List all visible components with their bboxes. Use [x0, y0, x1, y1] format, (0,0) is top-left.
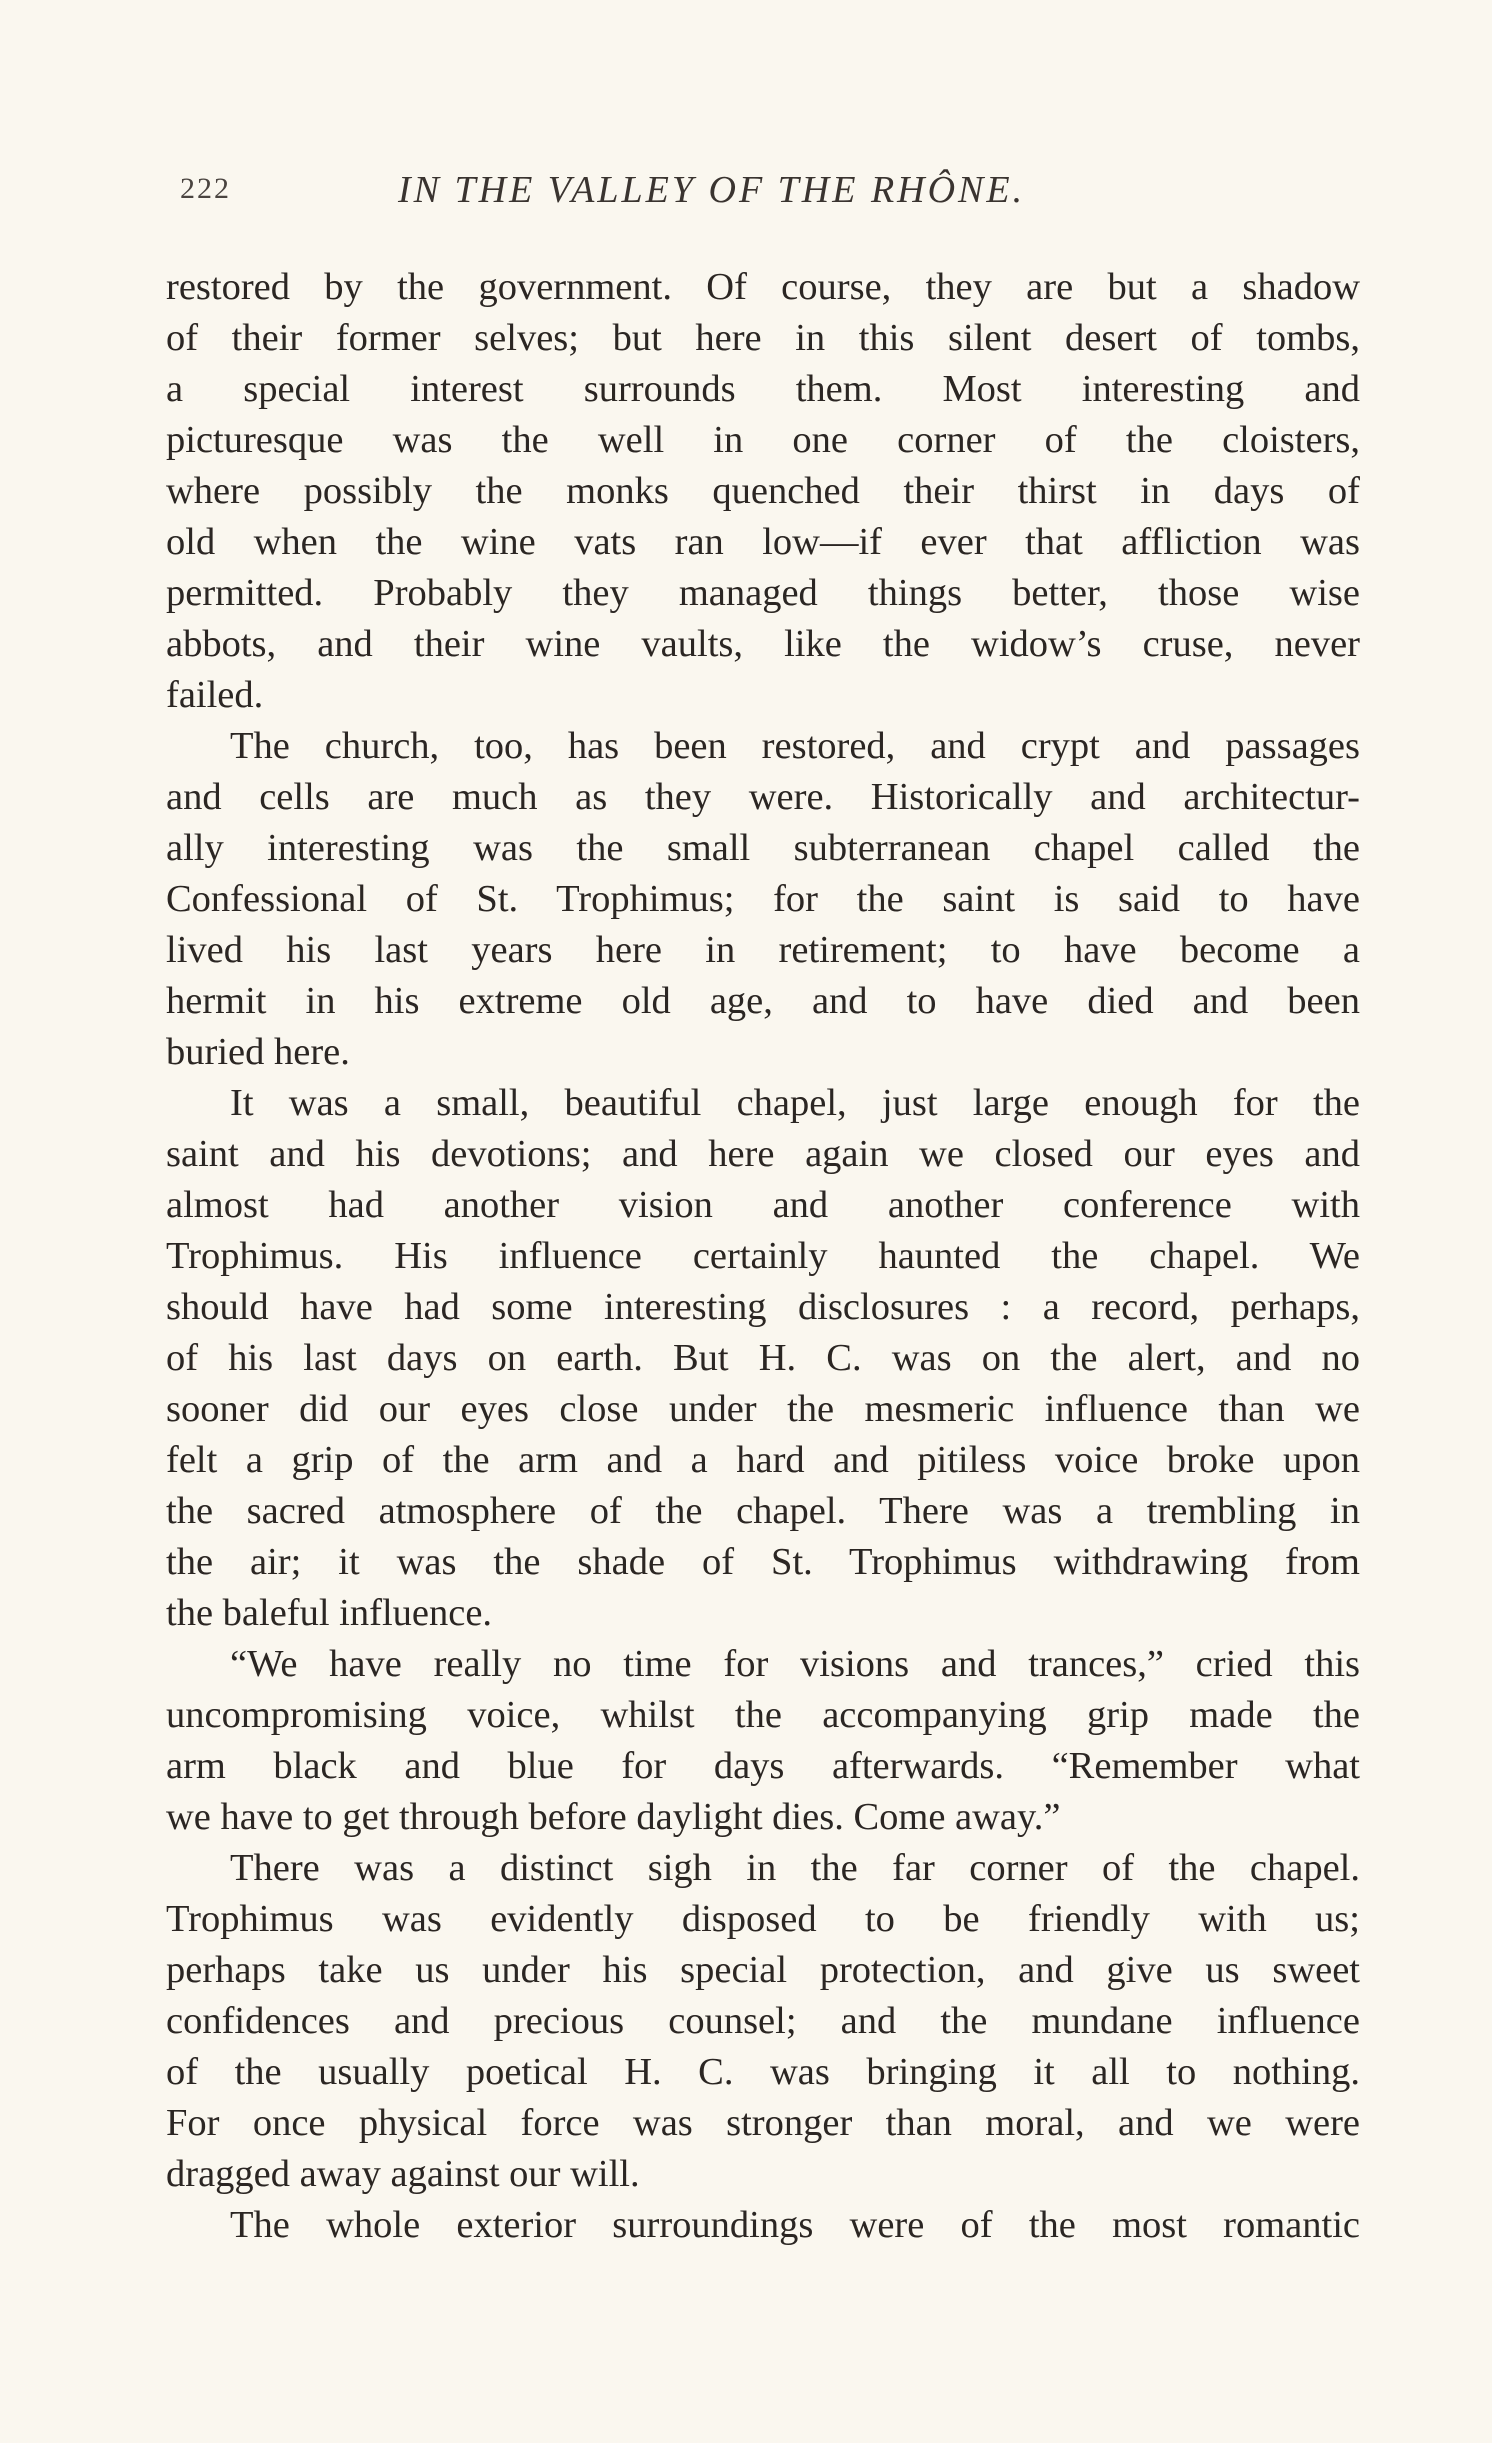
- text-line: Trophimus was evidently disposed to be friendly with us;: [166, 1898, 1360, 1940]
- text-line: “We have really no time for visions and trances,” cried this: [230, 1643, 1360, 1685]
- text-line: the air; it was the shade of St. Trophimus withdrawing from: [166, 1541, 1360, 1583]
- text-line: old when the wine vats ran low—if ever that affliction was: [166, 521, 1360, 563]
- text-line: confidences and precious counsel; and the mundane influence: [166, 2000, 1360, 2042]
- text-line: buried here.: [166, 1031, 350, 1073]
- text-line: perhaps take us under his special protection, and give us sweet: [166, 1949, 1360, 1991]
- text-line: sooner did our eyes close under the mesmeric influence than we: [166, 1388, 1360, 1430]
- text-line: arm black and blue for days afterwards. “Remember what: [166, 1745, 1360, 1787]
- text-line: failed.: [166, 674, 264, 716]
- text-line: should have had some interesting disclosures : a record, perhaps,: [166, 1286, 1360, 1328]
- running-title: IN THE VALLEY OF THE RHÔNE.: [398, 169, 1026, 211]
- text-line: uncompromising voice, whilst the accompanying grip made the: [166, 1694, 1360, 1736]
- text-line: Confessional of St. Trophimus; for the saint is said to have: [166, 878, 1360, 920]
- text-line: the baleful influence.: [166, 1592, 493, 1634]
- text-line: of the usually poetical H. C. was bringing it all to nothing.: [166, 2051, 1360, 2093]
- text-line: we have to get through before daylight dies. Come away.”: [166, 1796, 1061, 1838]
- body-text: [166, 262, 1360, 2251]
- text-line: It was a small, beautiful chapel, just large enough for the: [230, 1082, 1360, 1124]
- text-line: picturesque was the well in one corner of the cloisters,: [166, 419, 1360, 461]
- text-line: a special interest surrounds them. Most interesting and: [166, 368, 1360, 410]
- text-line: dragged away against our will.: [166, 2153, 640, 2195]
- text-line: For once physical force was stronger than moral, and we were: [166, 2102, 1360, 2144]
- text-line: saint and his devotions; and here again we closed our eyes and: [166, 1133, 1360, 1175]
- text-line: hermit in his extreme old age, and to have died and been: [166, 980, 1360, 1022]
- text-line: lived his last years here in retirement; to have become a: [166, 929, 1360, 971]
- text-line: the sacred atmosphere of the chapel. There was a trembling in: [166, 1490, 1360, 1532]
- text-line: of their former selves; but here in this silent desert of tombs,: [166, 317, 1360, 359]
- text-line: abbots, and their wine vaults, like the widow’s cruse, never: [166, 623, 1360, 665]
- text-line: permitted. Probably they managed things better, those wise: [166, 572, 1360, 614]
- text-line: The church, too, has been restored, and crypt and passages: [230, 725, 1360, 767]
- text-line: felt a grip of the arm and a hard and pitiless voice broke upon: [166, 1439, 1360, 1481]
- text-line: ally interesting was the small subterranean chapel called the: [166, 827, 1360, 869]
- text-line: where possibly the monks quenched their thirst in days of: [166, 470, 1360, 512]
- text-line: Trophimus. His influence certainly haunted the chapel. We: [166, 1235, 1360, 1277]
- text-line: and cells are much as they were. Historically and architectur-: [166, 776, 1360, 818]
- text-line: restored by the government. Of course, they are but a shadow: [166, 266, 1360, 308]
- text-line: of his last days on earth. But H. C. was on the alert, and no: [166, 1337, 1360, 1379]
- text-line: The whole exterior surroundings were of the most romantic: [230, 2204, 1360, 2246]
- text-line: almost had another vision and another conference with: [166, 1184, 1360, 1226]
- running-head: [180, 169, 1180, 222]
- text-line: There was a distinct sigh in the far corner of the chapel.: [230, 1847, 1360, 1889]
- page-number: 222: [180, 172, 231, 205]
